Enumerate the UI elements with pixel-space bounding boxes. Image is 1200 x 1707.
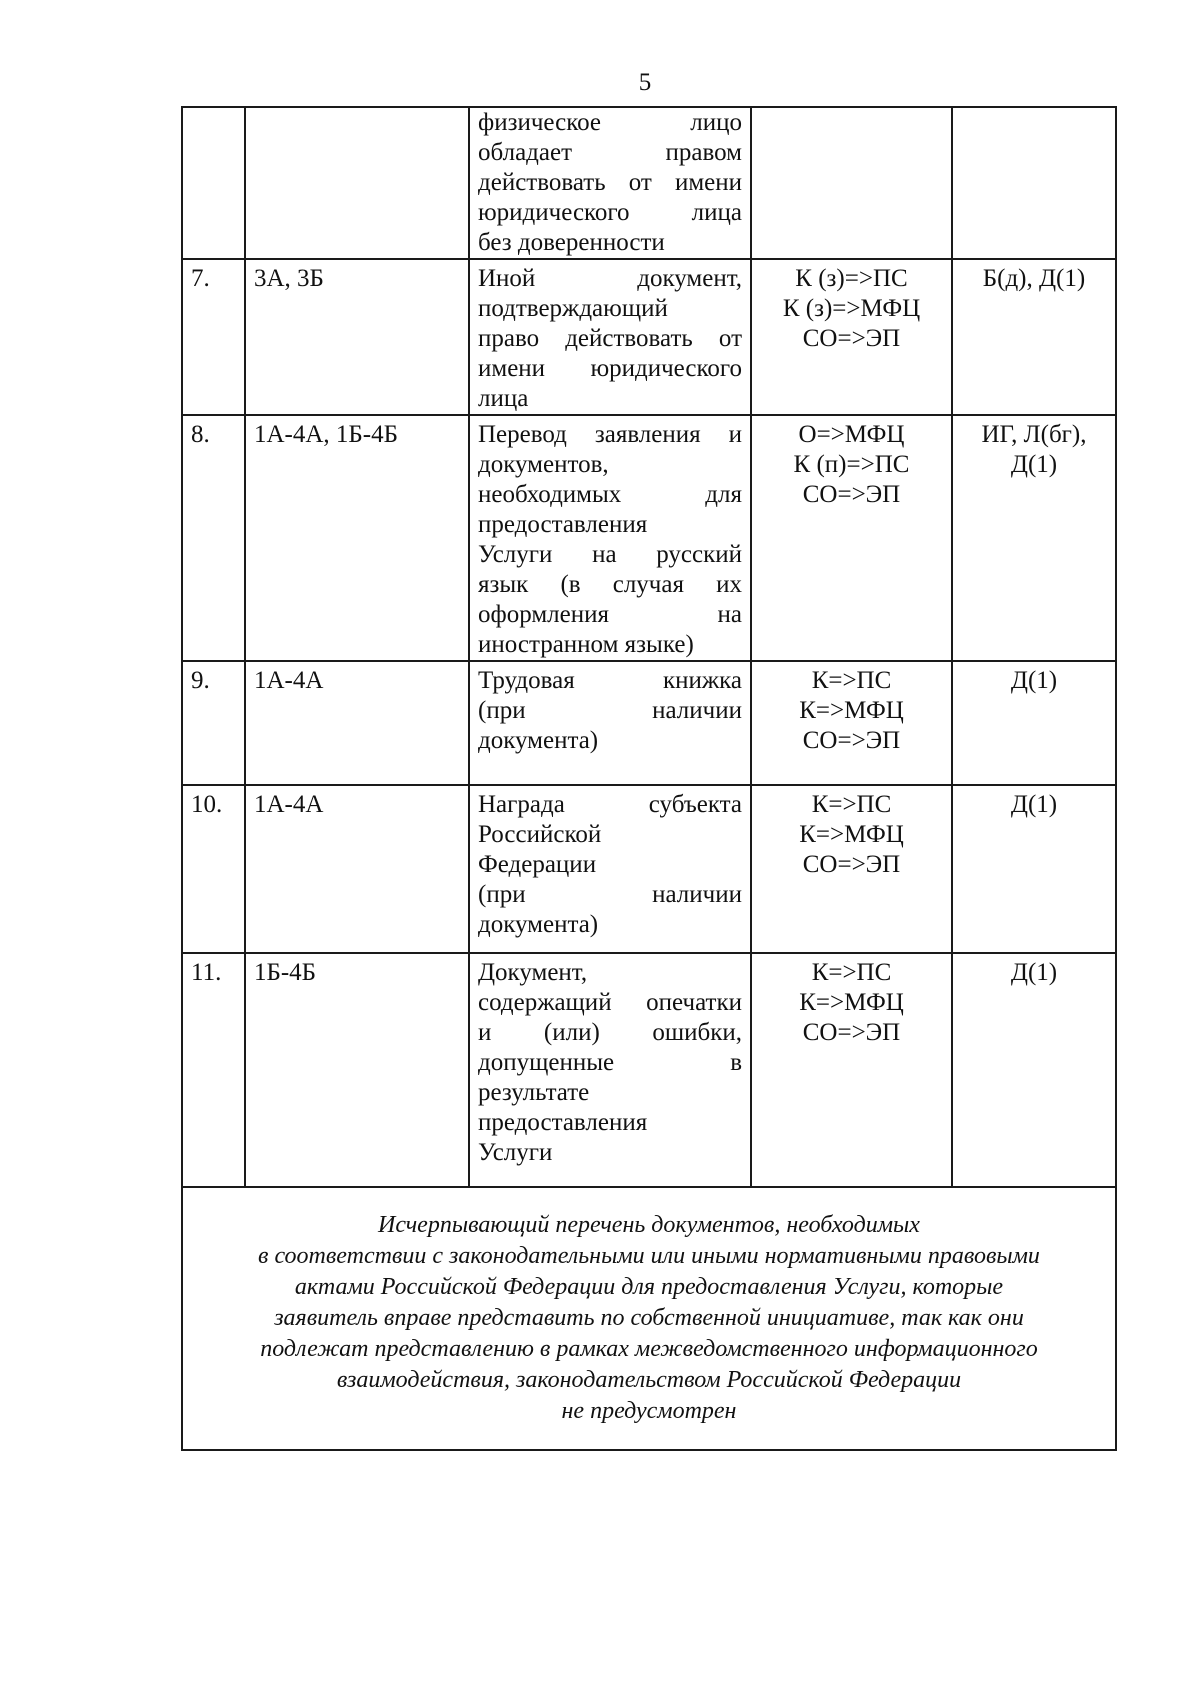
document-description-line: физическое лицо <box>478 109 742 136</box>
document-description-line: документа) <box>478 727 599 754</box>
footer-note-line: заявитель вправе представить по собственной инициативе, так как они <box>274 1305 1024 1331</box>
row-number-cell <box>182 661 245 785</box>
applicant-categories-cell <box>245 415 469 661</box>
applicant-categories-cell <box>245 953 469 1187</box>
notes-cell <box>952 415 1116 661</box>
document-description-line: Трудовая книжка <box>478 667 742 694</box>
footer-note-line: не предусмотрен <box>561 1398 737 1424</box>
document-description-line: (при наличии <box>478 697 742 724</box>
table-row <box>182 259 1116 415</box>
submission-method-line: О=>МФЦ <box>798 421 905 448</box>
submission-method-line: К=>МФЦ <box>799 989 904 1016</box>
document-description-line: документа) <box>478 911 599 938</box>
document-description-cell <box>469 259 751 415</box>
row-number: 11. <box>191 959 222 986</box>
footer-note-line: актами Российской Федерации для предоставления Услуги, которые <box>294 1274 1004 1300</box>
document-description-cell <box>469 785 751 953</box>
row-number: 10. <box>191 791 223 818</box>
table-row <box>182 785 1116 953</box>
submission-method-line: К=>ПС <box>811 791 892 818</box>
applicant-categories-cell <box>245 259 469 415</box>
document-description-cell <box>469 107 751 259</box>
document-description-line: документов, <box>478 451 609 478</box>
document-description-line: лица <box>478 385 529 412</box>
submission-method-line: К (з)=>МФЦ <box>782 295 921 322</box>
row-number-cell <box>182 785 245 953</box>
footer-note-line: в соответствии с законодательными или иными нормативными правовыми <box>258 1243 1040 1269</box>
notes-cell <box>952 785 1116 953</box>
submission-method-line: СО=>ЭП <box>802 1019 901 1046</box>
document-description-line: и (или) ошибки, <box>478 1019 742 1046</box>
document-description-line: оформления на <box>478 601 742 628</box>
table-row <box>182 415 1116 661</box>
table-row <box>182 661 1116 785</box>
row-number: 8. <box>191 421 210 448</box>
submission-method-line: К=>ПС <box>811 959 892 986</box>
submission-method-line: К (п)=>ПС <box>793 451 910 478</box>
page-number: 5 <box>638 69 652 96</box>
row-number: 7. <box>191 265 210 292</box>
document-description-line: содержащий опечатки <box>478 989 742 1016</box>
document-description-line: Документ, <box>478 959 588 986</box>
document-description-line: Иной документ, <box>478 265 742 292</box>
document-description-line: Услуги на русский <box>478 541 742 568</box>
row-number-cell <box>182 259 245 415</box>
table-row <box>182 107 1116 259</box>
document-description-line: предоставления <box>478 511 648 538</box>
note-line: Д(1) <box>1010 959 1058 986</box>
submission-method-line: К=>МФЦ <box>799 697 904 724</box>
submission-method-line: К=>ПС <box>811 667 892 694</box>
submission-method-line: СО=>ЭП <box>802 481 901 508</box>
footer-note-line: взаимодействия, законодательством Российской Федерации <box>336 1367 962 1393</box>
row-number: 9. <box>191 667 210 694</box>
applicant-categories: 1Б-4Б <box>254 959 317 986</box>
note-line: ИГ, Л(бг), <box>981 421 1087 448</box>
submission-method-cell <box>751 415 952 661</box>
document-description-line: без доверенности <box>478 229 665 256</box>
document-description-line: необходимых для <box>478 481 742 508</box>
document-description-line: подтверждающий <box>478 295 668 322</box>
document-description-line: право действовать от <box>478 325 742 352</box>
document-description-line: действовать от имени <box>478 169 742 196</box>
applicant-categories-cell <box>245 785 469 953</box>
submission-method-cell <box>751 661 952 785</box>
document-description-line: язык (в случая их <box>478 571 742 598</box>
document-description-line: (при наличии <box>478 881 742 908</box>
table-row <box>182 953 1116 1187</box>
row-number-cell <box>182 415 245 661</box>
submission-method-cell <box>751 785 952 953</box>
note-line: Д(1) <box>1010 451 1058 478</box>
notes-cell <box>952 661 1116 785</box>
submission-method-line: К=>МФЦ <box>799 821 904 848</box>
applicant-categories: 3А, 3Б <box>254 265 324 292</box>
note-line: Б(д), Д(1) <box>982 265 1086 292</box>
document-description-line: допущенные в <box>478 1049 742 1076</box>
applicant-categories-cell <box>245 661 469 785</box>
footer-note-line: Исчерпывающий перечень документов, необходимых <box>378 1212 920 1238</box>
notes-cell <box>952 259 1116 415</box>
document-description-line: Перевод заявления и <box>478 421 742 448</box>
footer-row <box>182 1187 1116 1450</box>
note-line: Д(1) <box>1010 791 1058 818</box>
document-description-line: обладает правом <box>478 139 742 166</box>
submission-method-line: СО=>ЭП <box>802 851 901 878</box>
document-description-line: Федерации <box>478 851 597 878</box>
table-body <box>182 107 1116 1450</box>
document-description-line: юридического лица <box>478 199 742 226</box>
submission-method-line: СО=>ЭП <box>802 325 901 352</box>
submission-method-cell <box>751 953 952 1187</box>
document-description-line: имени юридического <box>478 355 742 382</box>
document-description-line: предоставления <box>478 1109 648 1136</box>
row-number-cell <box>182 953 245 1187</box>
document-description-line: Награда субъекта <box>478 791 742 818</box>
footer-note-cell <box>182 1187 1116 1450</box>
applicant-categories: 1А-4А <box>254 791 324 818</box>
submission-method-cell <box>751 259 952 415</box>
note-line: Д(1) <box>1010 667 1058 694</box>
notes-cell <box>952 107 1116 259</box>
submission-method-cell <box>751 107 952 259</box>
document-description-cell <box>469 415 751 661</box>
document-description-line: иностранном языке) <box>478 631 694 658</box>
document-description-line: Услуги <box>478 1139 553 1166</box>
applicant-categories: 1А-4А <box>254 667 324 694</box>
applicant-categories: 1А-4А, 1Б-4Б <box>254 421 398 448</box>
notes-cell <box>952 953 1116 1187</box>
submission-method-line: СО=>ЭП <box>802 727 901 754</box>
document-description-line: Российской <box>478 821 602 848</box>
document-description-line: результате <box>478 1079 590 1106</box>
footer-note-line: подлежат представлению в рамках межведомственного информационного <box>260 1336 1038 1362</box>
documents-table <box>181 106 1117 1451</box>
submission-method-line: К (з)=>ПС <box>795 265 908 292</box>
document-description-cell <box>469 953 751 1187</box>
row-number-cell <box>182 107 245 259</box>
applicant-categories-cell <box>245 107 469 259</box>
document-description-cell <box>469 661 751 785</box>
